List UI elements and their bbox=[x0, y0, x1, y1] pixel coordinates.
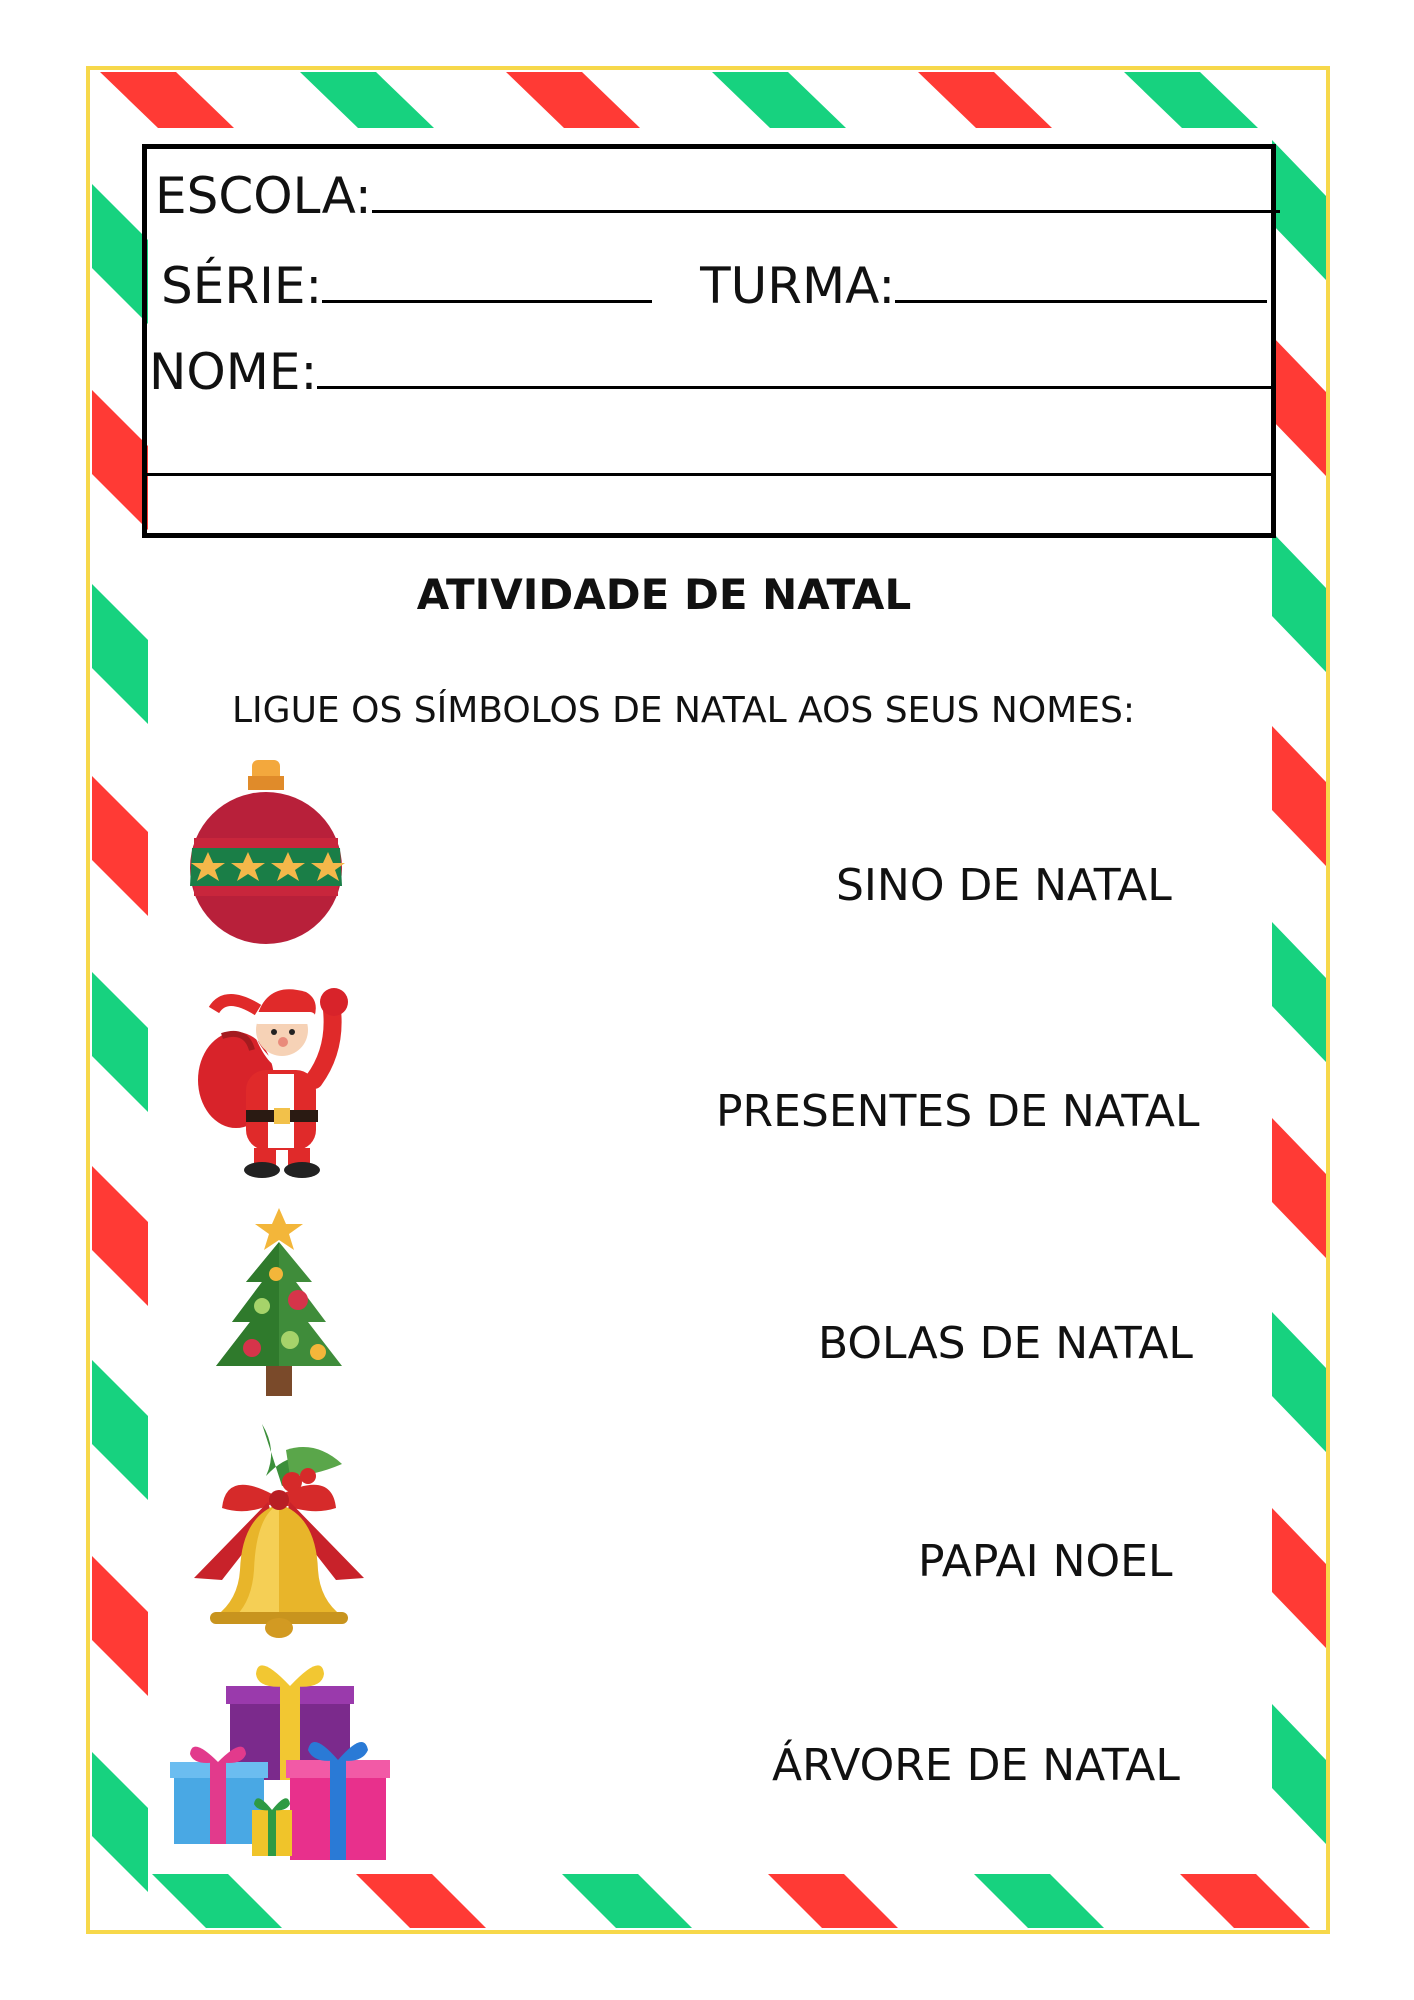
candy-stripe bbox=[768, 1874, 898, 1928]
candy-stripe bbox=[300, 72, 434, 128]
class-input-line[interactable] bbox=[895, 296, 1267, 303]
candy-stripe bbox=[92, 972, 148, 1112]
candy-stripe bbox=[1272, 922, 1326, 1062]
candy-stripe bbox=[562, 1874, 692, 1928]
candy-stripe bbox=[1272, 336, 1326, 476]
school-field[interactable] bbox=[155, 167, 1280, 225]
name-option-4[interactable]: PAPAI NOEL bbox=[918, 1536, 1173, 1587]
candy-stripe bbox=[506, 72, 640, 128]
candy-stripe bbox=[712, 72, 846, 128]
candy-stripe bbox=[92, 184, 148, 324]
candy-stripe bbox=[100, 72, 234, 128]
candy-stripe bbox=[92, 1556, 148, 1696]
name-input-line[interactable] bbox=[317, 382, 1275, 389]
christmas-tree-icon[interactable] bbox=[206, 1206, 352, 1406]
christmas-bell-icon[interactable] bbox=[186, 1420, 372, 1646]
grade-input-line[interactable] bbox=[322, 296, 652, 303]
candy-stripe bbox=[918, 72, 1052, 128]
candy-stripe bbox=[1272, 726, 1326, 866]
grade-label: SÉRIE: bbox=[161, 257, 323, 315]
class-label: TURMA: bbox=[700, 257, 896, 315]
extra-name-line[interactable] bbox=[147, 473, 1271, 476]
candy-stripe bbox=[356, 1874, 486, 1928]
candy-stripe bbox=[1272, 1312, 1326, 1452]
candy-stripe bbox=[152, 1874, 282, 1928]
gift-boxes-icon[interactable] bbox=[168, 1650, 394, 1868]
activity-title: ATIVIDADE DE NATAL bbox=[416, 570, 912, 619]
name-option-2[interactable]: PRESENTES DE NATAL bbox=[716, 1086, 1200, 1137]
name-option-5[interactable]: ÁRVORE DE NATAL bbox=[772, 1740, 1180, 1791]
candy-stripe bbox=[1272, 1704, 1326, 1844]
name-option-3[interactable]: BOLAS DE NATAL bbox=[818, 1318, 1193, 1369]
candy-stripe bbox=[92, 1360, 148, 1500]
name-label: NOME: bbox=[149, 343, 318, 401]
candy-stripe bbox=[1272, 140, 1326, 280]
candy-stripe bbox=[92, 390, 148, 530]
candy-stripe bbox=[974, 1874, 1104, 1928]
candy-stripe bbox=[1180, 1874, 1310, 1928]
activity-instruction: LIGUE OS SÍMBOLOS DE NATAL AOS SEUS NOMES: bbox=[232, 690, 1135, 731]
candy-stripe bbox=[92, 776, 148, 916]
school-label: ESCOLA: bbox=[155, 167, 372, 225]
candy-stripe bbox=[1272, 1508, 1326, 1648]
candy-stripe bbox=[92, 1752, 148, 1892]
ornament-ball-icon[interactable] bbox=[186, 760, 346, 950]
name-field[interactable] bbox=[149, 343, 1275, 401]
student-info-box bbox=[142, 144, 1276, 538]
grade-class-field[interactable] bbox=[161, 257, 1267, 315]
school-input-line[interactable] bbox=[372, 206, 1280, 213]
candy-stripe bbox=[92, 1166, 148, 1306]
santa-claus-icon[interactable] bbox=[196, 970, 352, 1184]
candy-stripe bbox=[1124, 72, 1258, 128]
candy-stripe bbox=[1272, 1118, 1326, 1258]
name-option-1[interactable]: SINO DE NATAL bbox=[836, 860, 1172, 911]
